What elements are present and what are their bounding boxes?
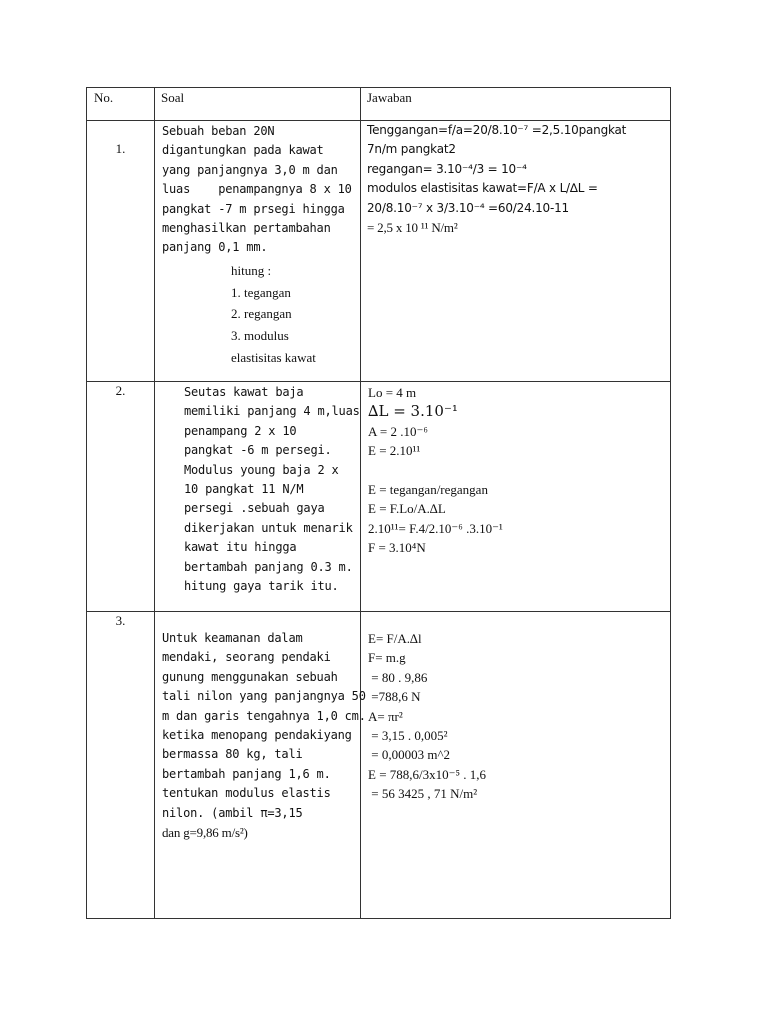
soal-line: bertambah panjang 1,6 m. <box>162 766 331 781</box>
jawaban-line: E = 788,6/3x10⁻⁵ . 1,6 <box>368 766 487 782</box>
header-soal-cell <box>155 88 361 121</box>
soal-list-item: 2. regangan <box>231 306 292 322</box>
table-row <box>87 121 671 382</box>
row-number-cell <box>87 612 155 919</box>
soal-line: dikerjakan untuk menarik <box>184 520 353 535</box>
jawaban-line: = 0,00003 m^2 <box>368 747 451 763</box>
jawaban-line: 20/8.10⁻⁷ x 3/3.10⁻⁴ =60/24.10-11 <box>367 200 569 215</box>
soal-cell <box>155 612 366 919</box>
jawaban-line: 2.10¹¹= F.4/2.10⁻⁶ .3.10⁻¹ <box>368 520 503 536</box>
row-number: 1. <box>115 141 126 156</box>
jawaban-line: E = F.Lo/A.∆L <box>368 501 446 517</box>
soal-line: menghasilkan pertambahan <box>162 221 331 236</box>
header-soal: Soal <box>161 90 185 105</box>
jawaban-cell <box>361 612 671 919</box>
jawaban-line: F = 3.10⁴N <box>368 540 426 556</box>
jawaban-line: Lo = 4 m <box>368 385 417 400</box>
jawaban-line: = 80 . 9,86 <box>368 669 428 685</box>
jawaban-blank-line <box>368 461 670 480</box>
table-row <box>87 382 671 612</box>
jawaban-line: A= πr² <box>368 708 403 724</box>
jawaban-line: =788,6 N <box>368 689 421 705</box>
jawaban-line: E = tegangan/regangan <box>368 482 488 498</box>
soal-line: pangkat -7 m prsegi hingga <box>162 201 345 216</box>
soal-line: gunung menggunakan sebuah <box>162 669 338 684</box>
soal-line: dan g=9,86 m/s²) <box>162 825 248 841</box>
soal-line: digantungkan pada kawat <box>162 143 324 158</box>
soal-line: mendaki, seorang pendaki <box>162 650 331 665</box>
soal-list-item: 3. modulus <box>231 328 289 344</box>
soal-line: yang panjangnya 3,0 m dan <box>162 162 338 177</box>
table-row <box>87 612 671 919</box>
jawaban-line: F= m.g <box>368 650 406 666</box>
soal-line: tentukan modulus elastis <box>162 786 331 801</box>
jawaban-line: modulos elastisitas kawat=F/A x L/∆L = <box>367 181 598 196</box>
soal-list-item: elastisitas kawat <box>231 350 316 366</box>
soal-line: Modulus young baja 2 x <box>184 462 339 477</box>
table-header-row <box>87 88 671 121</box>
soal-line: panjang 0,1 mm. <box>162 240 268 255</box>
jawaban-line: regangan= 3.10⁻⁴/3 = 10⁻⁴ <box>367 161 527 176</box>
soal-line: tali nilon yang panjangnya 50 <box>162 689 366 704</box>
jawaban-line: Tenggangan=f/a=20/8.10⁻⁷ =2,5.10pangkat <box>367 123 627 137</box>
soal-line: ketika menopang pendakiyang <box>162 728 352 743</box>
soal-line: bermassa 80 kg, tali <box>162 747 303 762</box>
row-number-cell <box>87 121 155 382</box>
jawaban-cell <box>361 121 671 382</box>
row-number: 2. <box>115 383 126 398</box>
header-no: No. <box>94 90 114 105</box>
soal-list-item: 1. tegangan <box>231 284 291 300</box>
soal-cell <box>155 121 361 382</box>
soal-line: memiliki panjang 4 m,luas <box>184 404 360 419</box>
soal-line: pangkat -6 m persegi. <box>184 443 332 458</box>
soal-line: hitung gaya tarik itu. <box>184 579 339 594</box>
soal-cell <box>155 382 361 612</box>
jawaban-cell <box>361 382 671 612</box>
jawaban-line: = 2,5 x 10 ¹¹ N/m² <box>367 220 458 236</box>
row-number-cell <box>87 382 155 612</box>
header-jawaban-cell <box>361 88 671 121</box>
soal-line: 10 pangkat 11 N/M <box>184 482 304 497</box>
jawaban-line: A = 2 .10⁻⁶ <box>368 423 428 439</box>
soal-line: m dan garis tengahnya 1,0 cm. <box>162 708 366 723</box>
soal-line: bertambah panjang 0.3 m. <box>184 559 353 574</box>
soal-line: penampang 2 x 10 <box>184 423 297 438</box>
header-jawaban: Jawaban <box>367 90 412 105</box>
jawaban-line: E= F/A.∆l <box>368 631 422 646</box>
soal-line: luas penampangnya 8 x 10 <box>162 182 352 197</box>
header-no-cell <box>87 88 155 121</box>
soal-line: kawat itu hingga <box>184 540 297 555</box>
jawaban-line: = 56 3425 , 71 N/m² <box>368 786 478 802</box>
soal-line: nilon. (ambil π=3,15 <box>162 805 303 820</box>
soal-line: Untuk keamanan dalam <box>162 631 303 645</box>
jawaban-line: E = 2.10¹¹ <box>368 443 421 459</box>
soal-line: persegi .sebuah gaya <box>184 501 325 516</box>
soal-list-item: hitung : <box>231 262 272 278</box>
soal-line: Seutas kawat baja <box>184 385 304 399</box>
soal-line: Sebuah beban 20N <box>162 124 275 138</box>
question-answer-table <box>86 87 671 919</box>
jawaban-line: ∆L = 3.10⁻¹ <box>368 402 458 421</box>
jawaban-line: = 3,15 . 0,005² <box>368 728 448 744</box>
row-number: 3. <box>115 613 126 628</box>
jawaban-line: 7n/m pangkat2 <box>367 142 456 157</box>
